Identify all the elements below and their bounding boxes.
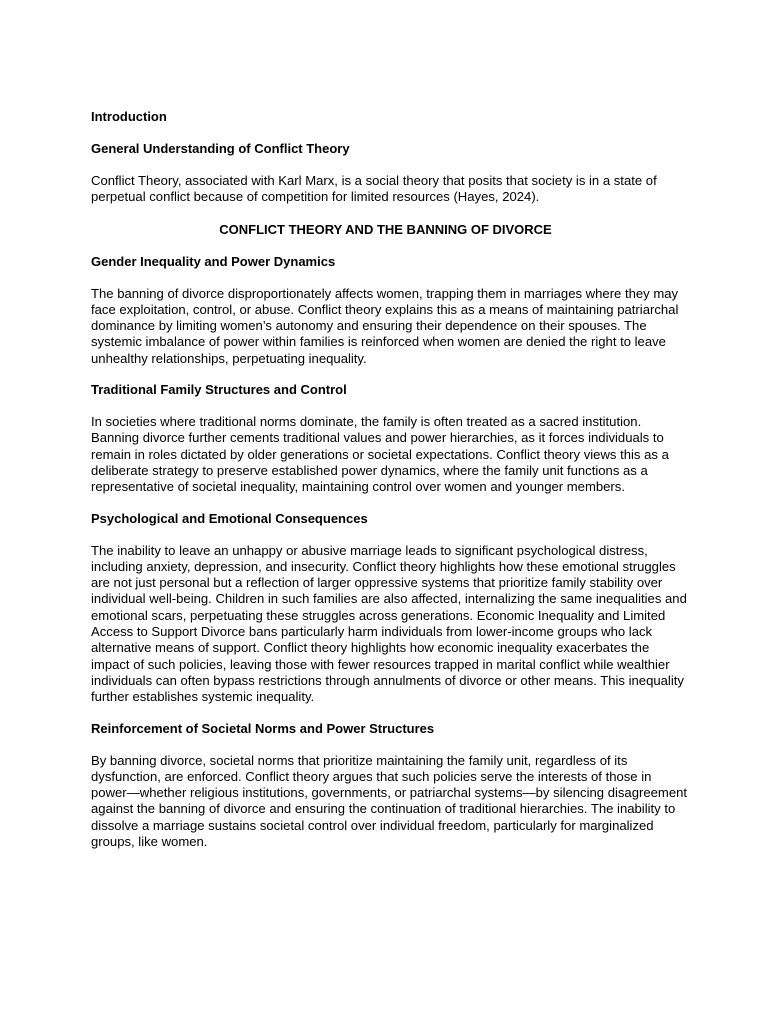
general-understanding-heading: General Understanding of Conflict Theory — [91, 141, 350, 156]
section-paragraph-reinforcement: By banning divorce, societal norms that prioritize maintaining the family unit, regardless of its dysfunction, are enforced. Conflict theory argues that such policies serve the interests of those in power—whether religious institutions, governments, or patriarchal systems—by silencing disagreement against the banning of divorce and ensuring the continuation of traditional hierarchies. The inability to dissolve a marriage sustains societal control over individual freedom, particularly for marginalized groups, like women. — [91, 752, 688, 850]
section-heading-gender-inequality: Gender Inequality and Power Dynamics — [91, 253, 336, 269]
section-heading-reinforcement: Reinforcement of Societal Norms and Power Structures — [91, 720, 435, 736]
section-heading-traditional-family: Traditional Family Structures and Control — [91, 382, 347, 398]
section-paragraph-traditional-family: In societies where traditional norms dominate, the family is often treated as a sacred institution. Banning divorce further cements traditional values and power hierarchies, as it forces individuals to remain in roles dictated by older generations or societal expectations. Conflict theory views this as a deliberate strategy to preserve established power dynamics, where the family unit functions as a representative of societal inequality, maintaining control over women and younger members. — [91, 414, 669, 495]
main-title: CONFLICT THEORY AND THE BANNING OF DIVORCE — [219, 221, 552, 237]
section-heading-psychological: Psychological and Emotional Consequences — [91, 510, 368, 526]
section-paragraph-gender-inequality: The banning of divorce disproportionately affects women, trapping them in marriages where they may face exploitation, control, or abuse. Conflict theory explains this as a means of maintaining patriarchal dominance by limiting women’s autonomy and ensuring their dependence on their spouses. The systemic imbalance of power within families is reinforced when women are denied the right to leave unhealthy relationships, perpetuating inequality. — [91, 285, 679, 366]
general-understanding-paragraph: Conflict Theory, associated with Karl Marx, is a social theory that posits that society is in a state of perpetual conflict because of competition for limited resources (Hayes, 2024). — [91, 173, 657, 205]
introduction-heading: Introduction — [91, 109, 167, 124]
section-paragraph-psychological: The inability to leave an unhappy or abusive marriage leads to significant psychological distress, including anxiety, depression, and insecurity. Conflict theory highlights how these emotional struggles are not just personal but a reflection of larger oppressive systems that prioritize family stability over individual well-being. Children in such families are also affected, internalizing the same inequalities and emotional scars, perpetuating these struggles across generations. Economic Inequality and Limited Access to Support Divorce bans particularly harm individuals from lower-income groups who lack alternative means of support. Conflict theory highlights how economic inequality exacerbates the impact of such policies, leaving those with fewer resources trapped in marital conflict while wealthier individuals can often bypass restrictions through annulments of divorce or other means. This inequality further establishes systemic inequality. — [91, 542, 687, 705]
